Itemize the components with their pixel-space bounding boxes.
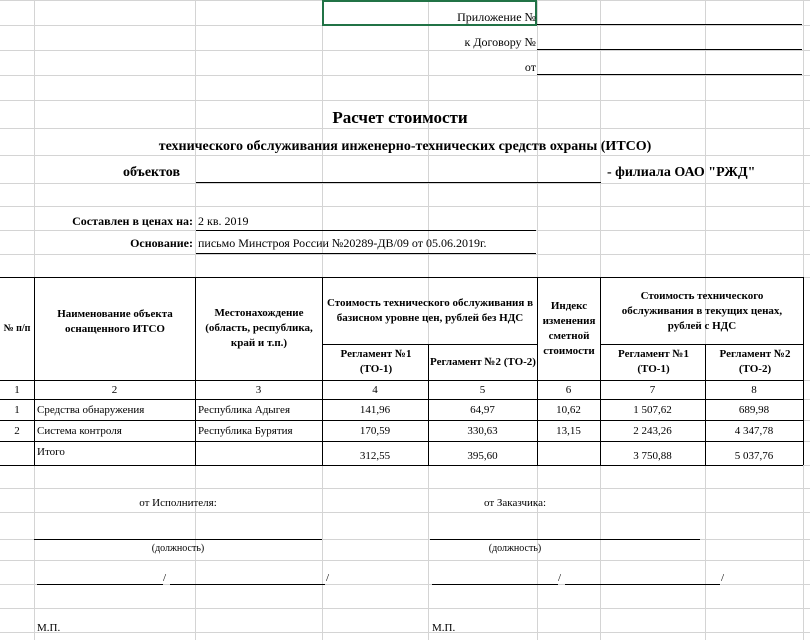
executor-slash: /: [163, 572, 167, 584]
prices-value[interactable]: 2 кв. 2019: [198, 214, 249, 228]
executor-signature-line[interactable]: [37, 584, 163, 585]
total-reg1-current[interactable]: 3 750,88: [633, 450, 672, 462]
header-name: Наименование объекта оснащенного ИТСО: [57, 308, 173, 335]
col-number: 6: [565, 384, 572, 396]
row-num[interactable]: 1: [14, 404, 20, 416]
row-location[interactable]: Республика Адыгея: [198, 404, 291, 416]
page-subtitle: технического обслуживания инженерно-технических средств охраны (ИТСО): [158, 139, 652, 154]
row-reg2-current[interactable]: 4 347,78: [734, 425, 774, 437]
row-reg1-current[interactable]: 1 507,62: [633, 404, 672, 416]
total-reg1-base[interactable]: 312,55: [359, 450, 391, 462]
contract-label: к Договору №: [464, 35, 536, 49]
col-number: 1: [14, 384, 20, 396]
header-reg2-current: Регламент №2 (ТО-2): [719, 348, 791, 375]
executor-slash-end: /: [326, 572, 330, 584]
basis-value[interactable]: письмо Минстроя России №20289-ДВ/09 от 05.06.2019г.: [198, 236, 487, 250]
row-index[interactable]: 13,15: [556, 425, 581, 437]
header-reg2-base: Регламент №2 (ТО-2): [430, 355, 536, 368]
col-number: 8: [751, 384, 757, 396]
appendix-label: Приложение №: [457, 10, 536, 24]
basis-label: Основание:: [130, 236, 193, 250]
row-reg2-base[interactable]: 64,97: [470, 404, 495, 416]
header-num: № п/п: [3, 323, 31, 334]
executor-position-line[interactable]: [34, 539, 322, 540]
row-location[interactable]: Республика Бурятия: [198, 425, 293, 437]
row-reg1-current[interactable]: 2 243,26: [633, 425, 672, 437]
customer-slash: /: [558, 572, 562, 584]
header-reg1-current: Регламент №1 (ТО-1): [618, 348, 689, 375]
total-reg2-current[interactable]: 5 037,76: [734, 450, 774, 462]
customer-label: от Заказчика:: [483, 497, 547, 509]
customer-slash-end: /: [721, 572, 725, 584]
row-name[interactable]: Система контроля: [37, 425, 122, 437]
row-num[interactable]: 2: [14, 425, 20, 437]
row-name[interactable]: Средства обнаружения: [37, 404, 145, 416]
contract-date-label: от: [524, 60, 536, 74]
row-reg1-base[interactable]: 170,59: [359, 425, 391, 437]
executor-stamp: М.П.: [37, 622, 61, 634]
executor-label: от Исполнителя:: [139, 497, 217, 509]
total-reg2-base[interactable]: 395,60: [467, 450, 498, 462]
col-number: 5: [479, 384, 486, 396]
col-number: 7: [649, 384, 656, 396]
customer-position-line[interactable]: [430, 539, 700, 540]
customer-name-line[interactable]: [565, 584, 720, 585]
appendix-number-line[interactable]: [537, 24, 802, 25]
objects-label: объектов: [123, 165, 180, 180]
header-base-cost: Стоимость технического обслуживания в базисном уровне цен, рублей без НДС: [326, 297, 534, 324]
total-label[interactable]: Итого: [37, 446, 65, 458]
branch-suffix: - филиала ОАО "РЖД": [607, 165, 756, 180]
executor-name-line[interactable]: [170, 584, 325, 585]
prices-line: [196, 230, 536, 231]
col-number: 2: [111, 384, 118, 396]
page-title: Расчет стоимости: [332, 108, 468, 127]
header-reg1-base: Регламент №1 (ТО-1): [340, 348, 412, 375]
contract-number-line[interactable]: [537, 49, 802, 50]
contract-date-line[interactable]: [537, 74, 802, 75]
row-index[interactable]: 10,62: [556, 404, 581, 416]
header-index: Индекс изменения сметной стоимости: [542, 299, 596, 357]
header-current-cost: Стоимость технического обслуживания в текущих ценах, рублей с НДС: [621, 289, 783, 332]
prices-label: Составлен в ценах на:: [72, 214, 193, 228]
row-reg2-current[interactable]: 689,98: [738, 404, 770, 416]
customer-position-caption: (должность): [488, 543, 542, 554]
row-reg2-base[interactable]: 330,63: [467, 425, 498, 437]
basis-line: [196, 253, 536, 254]
objects-line[interactable]: [196, 182, 601, 183]
col-number: 4: [372, 384, 378, 396]
customer-signature-line[interactable]: [432, 584, 558, 585]
row-reg1-base[interactable]: 141,96: [359, 404, 391, 416]
header-location: Местонахождение (область, республика, край и т.п.): [205, 307, 313, 349]
col-number: 3: [255, 384, 262, 396]
executor-position-caption: (должность): [151, 543, 205, 554]
customer-stamp: М.П.: [432, 622, 456, 634]
